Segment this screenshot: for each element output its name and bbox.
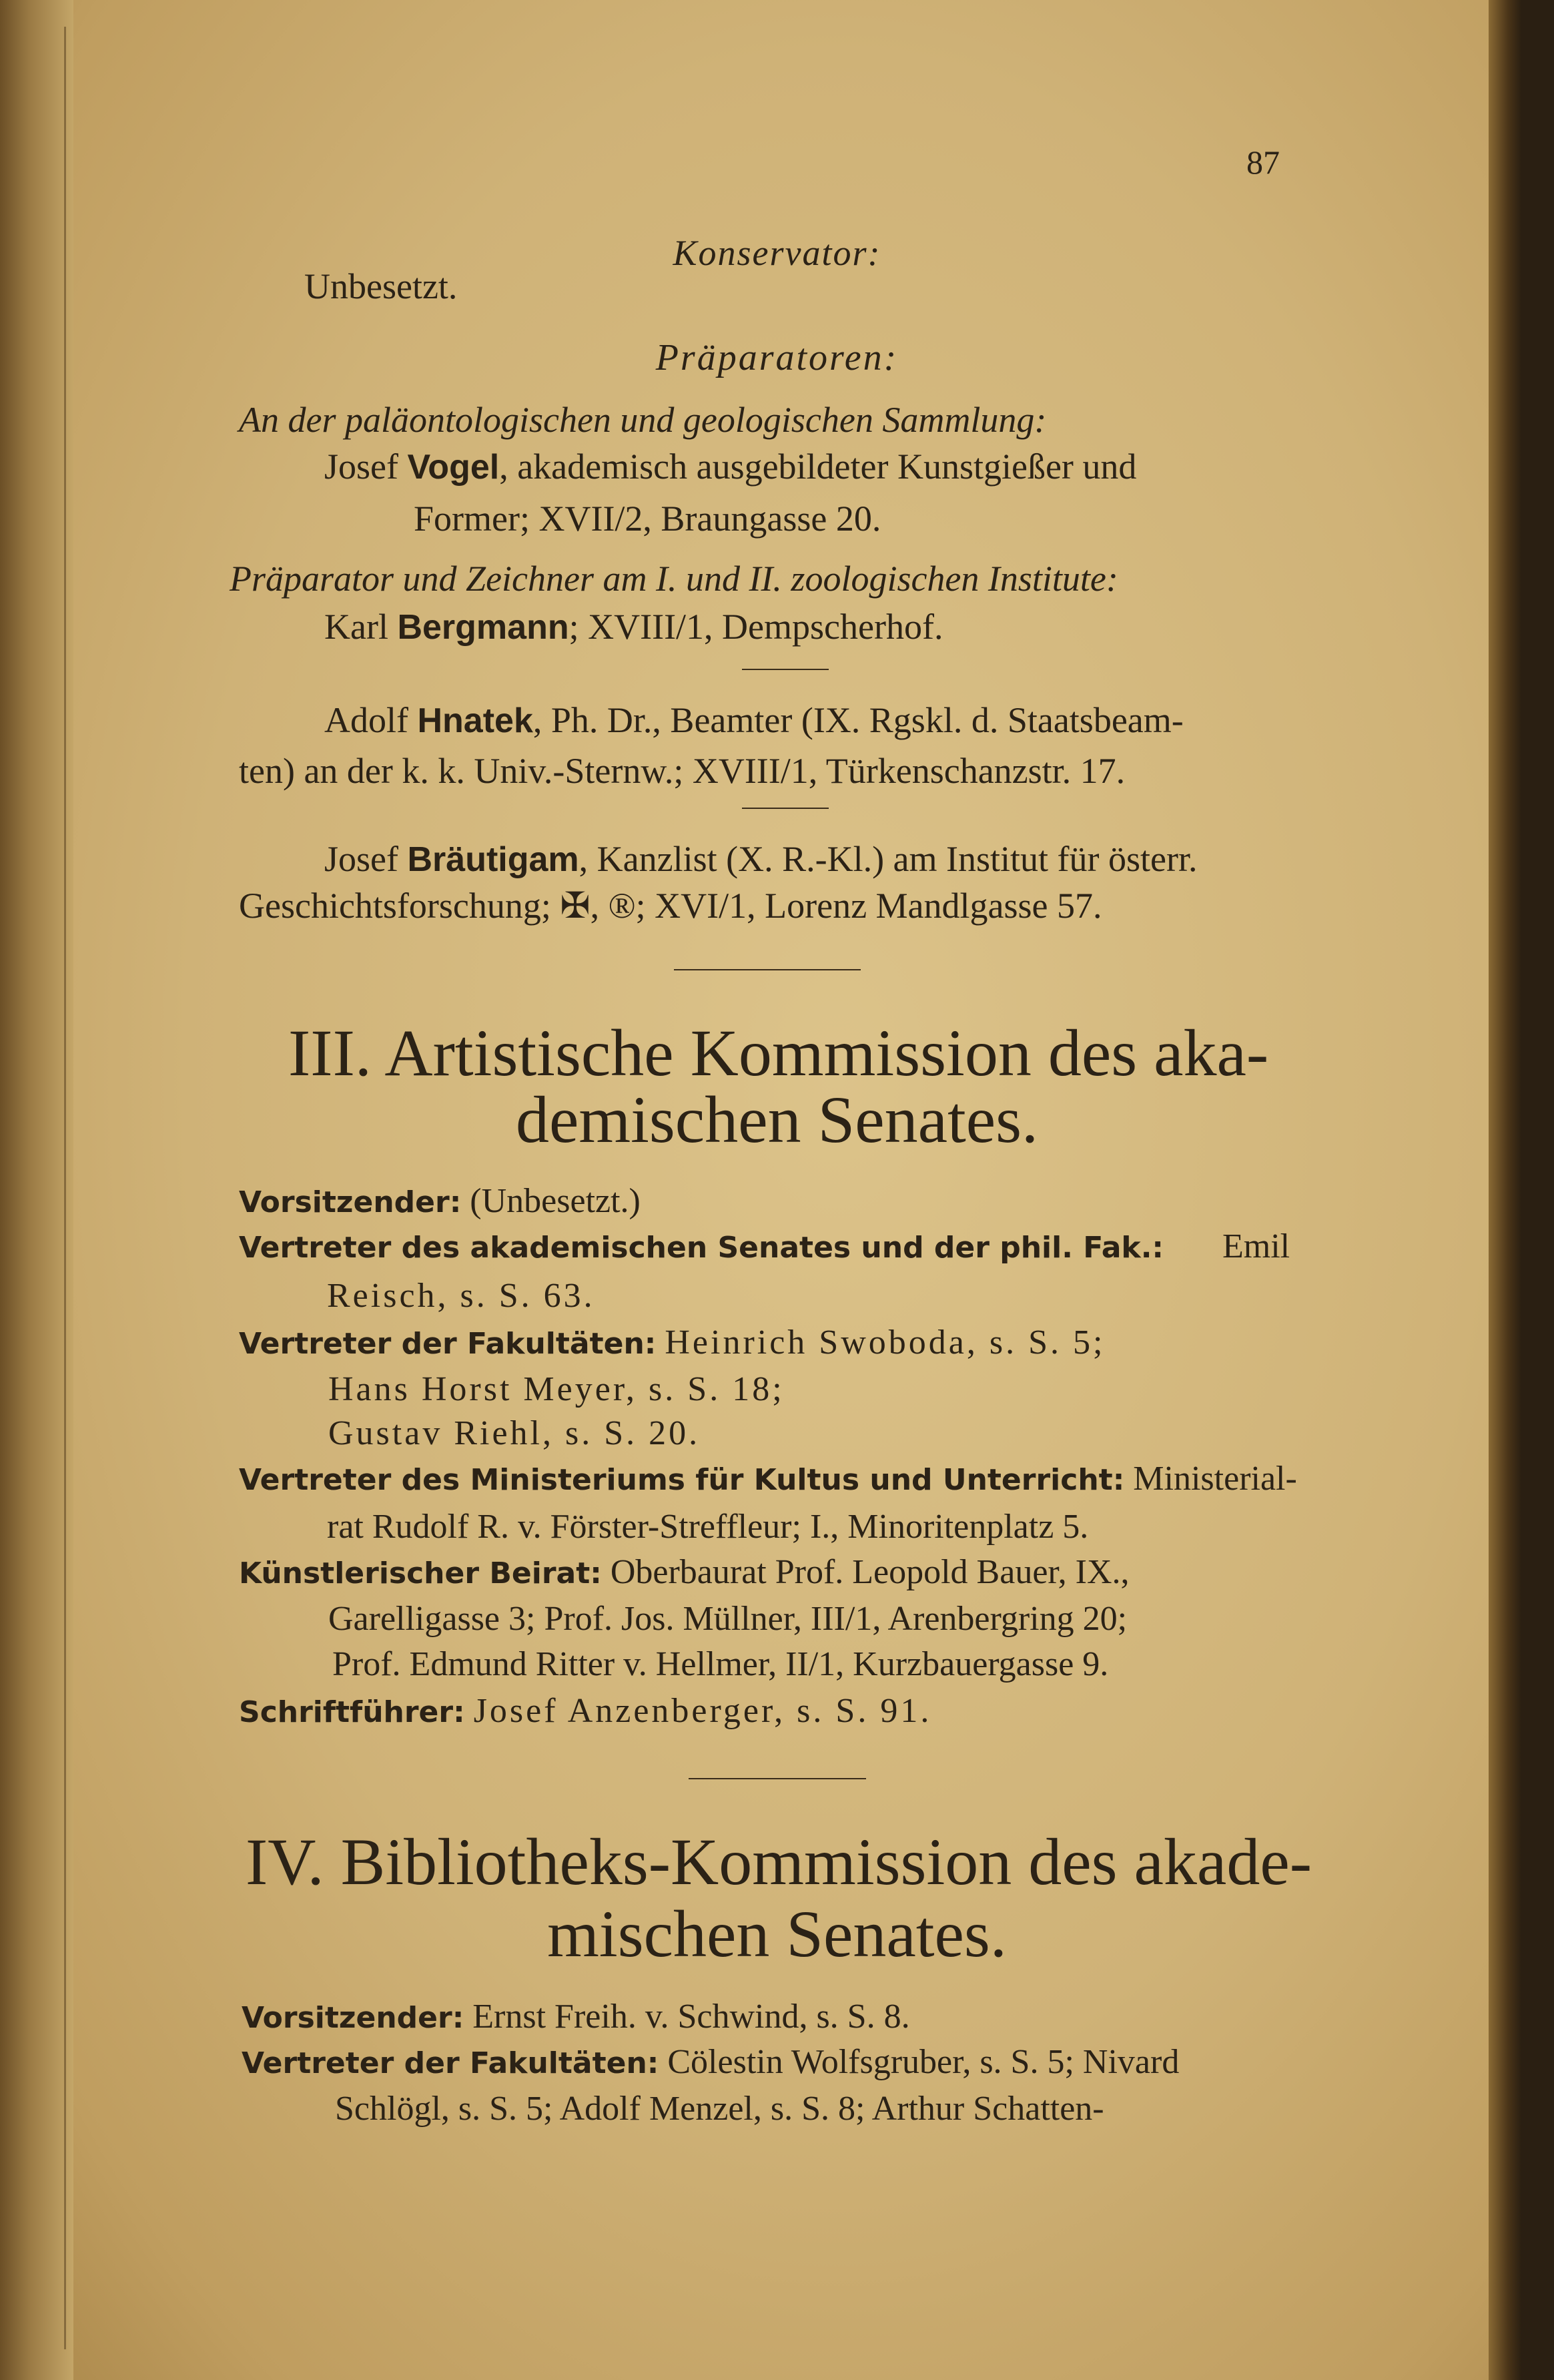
section3-heading-line1: III. Artistische Kommission des aka- — [288, 1016, 1269, 1090]
vogel-rest: , akademisch ausgebildeter Kunstgießer und — [499, 447, 1137, 487]
s4-vertreter-fak-row — [242, 2045, 1179, 2080]
page-number: 87 — [1246, 143, 1280, 181]
s3-vertreter-senat-label: Vertreter des akademischen Senates und der phil. Fak.: — [239, 1231, 1164, 1265]
s3-vorsitzender-value: (Unbesetzt.) — [470, 1182, 641, 1220]
braeutigam-first-name: Josef — [324, 839, 398, 879]
braeutigam-line1 — [324, 841, 1197, 877]
section4-heading-line1: IV. Bibliotheks-Kommission des akade- — [246, 1825, 1312, 1899]
hnatek-line2: ten) an der k. k. Univ.-Sternw.; XVIII/1, Türkenschanzstr. 17. — [239, 751, 1126, 791]
s3-schriftfuehrer-label: Schriftführer: — [239, 1695, 465, 1729]
s3-vertreter-fak-value3: Gustav Riehl, s. S. 20. — [328, 1414, 701, 1452]
divider — [742, 808, 829, 809]
konservator-value: Unbesetzt. — [304, 266, 458, 306]
hnatek-surname: Hnatek — [417, 701, 533, 740]
s3-ministerium-label: Vertreter des Ministeriums für Kultus und Unterricht: — [239, 1463, 1125, 1497]
braeutigam-surname: Bräutigam — [407, 840, 579, 879]
braeutigam-rest: , Kanzlist (X. R.-Kl.) am Institut für österr. — [578, 839, 1198, 879]
vogel-entry-line1 — [324, 449, 1136, 485]
hnatek-line1 — [324, 702, 1184, 738]
s3-beirat-value1: Oberbaurat Prof. Leopold Bauer, IX., — [610, 1553, 1130, 1591]
s3-beirat-label: Künstlerischer Beirat: — [239, 1556, 602, 1590]
sammlung-title: An der paläontologischen und geologischen Sammlung: — [239, 400, 1047, 440]
s3-ministerium-value2: rat Rudolf R. v. Förster-Streffleur; I., Minoritenplatz 5. — [327, 1508, 1089, 1546]
s3-vorsitzender-row — [239, 1184, 641, 1219]
braeutigam-line2: Geschichtsforschung; ✠, ®; XVI/1, Lorenz Mandlgasse 57. — [239, 886, 1102, 926]
section-divider — [674, 969, 861, 970]
s3-vertreter-fak-label: Vertreter der Fakultäten: — [239, 1327, 657, 1361]
s3-vertreter-senat-value2: Reisch, s. S. 63. — [327, 1277, 595, 1315]
bergmann-rest: ; XVIII/1, Dempscherhof. — [568, 607, 943, 647]
hnatek-first-name: Adolf — [324, 700, 408, 740]
praeparatoren-heading: Präparatoren: — [655, 337, 899, 378]
s3-ministerium-value1: Ministerial- — [1133, 1460, 1297, 1498]
s3-vertreter-senat-value1: Emil — [1222, 1227, 1290, 1265]
s4-vorsitzender-value: Ernst Freih. v. Schwind, s. S. 8. — [472, 1998, 910, 2036]
s3-vertreter-fak-value2: Hans Horst Meyer, s. S. 18; — [328, 1370, 785, 1408]
s3-beirat-value3: Prof. Edmund Ritter v. Hellmer, II/1, Kurzbauergasse 9. — [332, 1645, 1109, 1683]
s3-schriftfuehrer-row — [239, 1694, 931, 1729]
s4-vorsitzender-label: Vorsitzender: — [242, 2001, 464, 2035]
s4-vorsitzender-row — [242, 2000, 910, 2034]
s3-ministerium-row — [239, 1462, 1297, 1496]
s4-vertreter-fak-value1: Cölestin Wolfsgruber, s. S. 5; Nivard — [667, 2043, 1180, 2081]
bergmann-surname: Bergmann — [397, 608, 569, 647]
vogel-entry-line2: Former; XVII/2, Braungasse 20. — [414, 499, 881, 539]
s3-vertreter-fak-value1: Heinrich Swoboda, s. S. 5; — [665, 1323, 1106, 1362]
vogel-surname: Vogel — [407, 448, 500, 487]
s3-schriftfuehrer-value: Josef Anzenberger, s. S. 91. — [473, 1692, 932, 1730]
hnatek-rest: , Ph. Dr., Beamter (IX. Rgskl. d. Staatsbeam- — [532, 700, 1184, 740]
s3-vertreter-senat-label-row — [239, 1229, 1164, 1264]
bergmann-entry — [324, 609, 943, 645]
s4-vertreter-fak-value2: Schlögl, s. S. 5; Adolf Menzel, s. S. 8; Arthur Schatten- — [335, 2090, 1104, 2128]
zoologie-title: Präparator und Zeichner am I. und II. zoologischen Institute: — [230, 559, 1118, 599]
bergmann-first-name: Karl — [324, 607, 388, 647]
konservator-heading: Konservator: — [673, 233, 881, 273]
s3-vorsitzender-label: Vorsitzender: — [239, 1185, 462, 1219]
s3-beirat-row — [239, 1555, 1130, 1590]
divider — [742, 669, 829, 670]
section3-heading-line2: demischen Senates. — [515, 1083, 1039, 1157]
section-divider — [689, 1778, 866, 1779]
s4-vertreter-fak-label: Vertreter der Fakultäten: — [242, 2046, 659, 2080]
s3-beirat-value2: Garelligasse 3; Prof. Jos. Müllner, III/1, Arenbergring 20; — [328, 1600, 1128, 1638]
s3-vertreter-fak-row — [239, 1325, 1105, 1360]
section4-heading-line2: mischen Senates. — [547, 1897, 1007, 1971]
vogel-first-name: Josef — [324, 447, 398, 487]
